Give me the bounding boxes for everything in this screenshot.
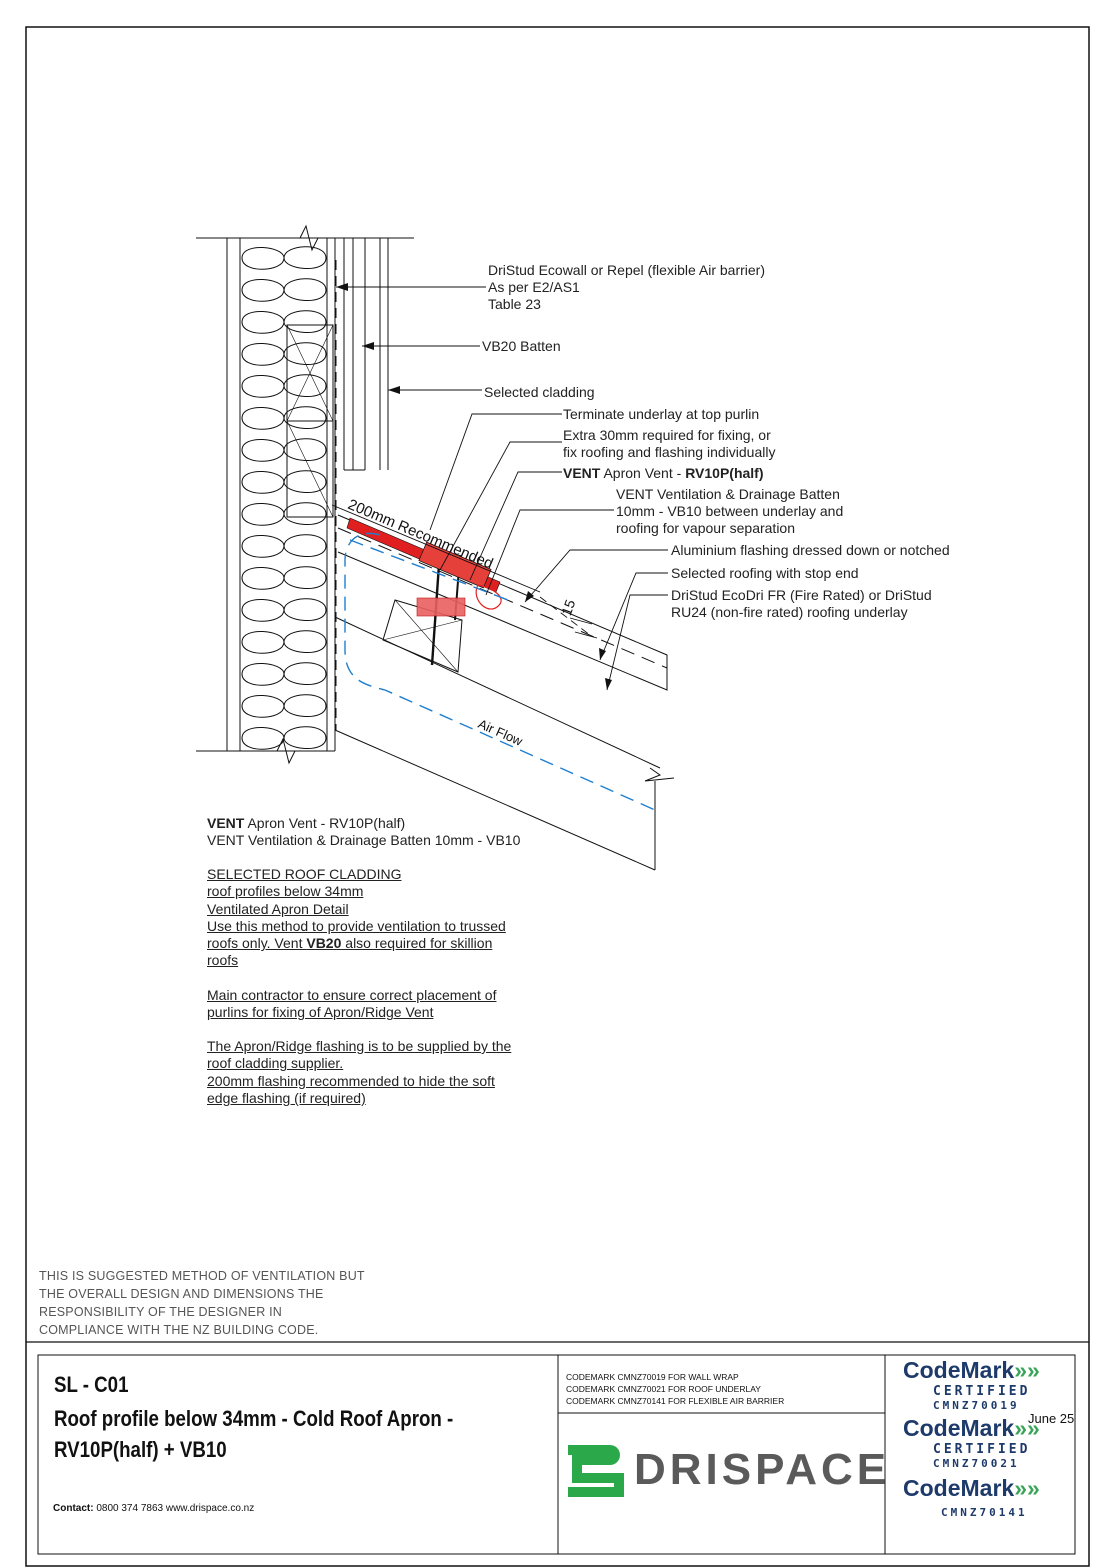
codemark-list bbox=[566, 1371, 784, 1407]
codemark-badge-1-certified: CERTIFIED bbox=[933, 1384, 1031, 1399]
callout-extra-fixing-line1: Extra 30mm required for fixing, or bbox=[563, 427, 771, 443]
sheet-title-line2: RV10P(half) + VB10 bbox=[54, 1437, 227, 1462]
codemark-badge-3-number: CMNZ70141 bbox=[941, 1506, 1028, 1519]
drispace-logo-icon bbox=[566, 1443, 628, 1499]
callout-air-barrier-line2: As per E2/AS1 bbox=[488, 279, 580, 295]
notes-cladding-line1: SELECTED ROOF CLADDING bbox=[207, 866, 402, 882]
contact-label: Contact: bbox=[53, 1503, 94, 1514]
codemark-line2: CODEMARK CMNZ70021 FOR ROOF UNDERLAY bbox=[566, 1384, 761, 1394]
codemark-chevrons-icon: »» bbox=[1014, 1357, 1040, 1383]
disclaimer-line4: COMPLIANCE WITH THE NZ BUILDING CODE. bbox=[39, 1323, 319, 1337]
notes-cladding-post: also required for skillion bbox=[341, 935, 493, 952]
codemark-badge-2-number: CMNZ70021 bbox=[933, 1457, 1020, 1470]
notes-vent-line2: VENT Ventilation & Drainage Batten 10mm - VB10 bbox=[207, 832, 521, 849]
callout-apron-vent-text: Apron Vent - bbox=[600, 465, 686, 481]
codemark-badge-1-number: CMNZ70019 bbox=[933, 1399, 1020, 1412]
disclaimer-line2: THE OVERALL DESIGN AND DIMENSIONS THE bbox=[39, 1287, 324, 1301]
callout-air-barrier-line1: DriStud Ecowall or Repel (flexible Air barrier) bbox=[488, 262, 765, 278]
notes-contractor-line2: purlins for fixing of Apron/Ridge Vent bbox=[207, 1004, 434, 1021]
notes-flashing-line1: The Apron/Ridge flashing is to be supplied by the bbox=[207, 1038, 512, 1054]
sheet-code: SL - C01 bbox=[54, 1372, 129, 1397]
callout-cladding: Selected cladding bbox=[484, 384, 595, 400]
notes-flashing-line2: roof cladding supplier. bbox=[207, 1055, 344, 1072]
airflow-label: Air Flow bbox=[475, 716, 525, 749]
codemark-badge-1 bbox=[903, 1357, 1073, 1412]
callout-terminate-underlay: Terminate underlay at top purlin bbox=[563, 406, 760, 422]
notes-vent-text: Apron Vent - RV10P(half) bbox=[244, 815, 406, 831]
callout-apron-vent-model: RV10P(half) bbox=[685, 465, 764, 481]
codemark-badge-2-certified: CERTIFIED bbox=[933, 1442, 1031, 1457]
notes-flashing-line4: edge flashing (if required) bbox=[207, 1089, 366, 1106]
callout-extra-fixing-line2: fix roofing and flashing individually bbox=[563, 444, 776, 460]
codemark-badge-3 bbox=[903, 1475, 1073, 1519]
callout-underlay-line2: RU24 (non-fire rated) roofing underlay bbox=[671, 604, 908, 620]
dimension-200mm: 200mm Recommended bbox=[345, 496, 496, 573]
callout-flashing: Aluminium flashing dressed down or notched bbox=[671, 542, 950, 558]
codemark-line3: CODEMARK CMNZ70141 FOR FLEXIBLE AIR BARRIER bbox=[566, 1396, 785, 1406]
sheet-title-line1: Roof profile below 34mm - Cold Roof Apron - bbox=[54, 1406, 454, 1431]
notes-cladding-line6: roofs bbox=[207, 952, 239, 969]
callout-vent-batten-line3: roofing for vapour separation bbox=[616, 520, 795, 536]
codemark-badge-2 bbox=[903, 1415, 1073, 1470]
contact-details: 0800 374 7863 www.drispace.co.nz bbox=[96, 1503, 255, 1514]
sheet-title bbox=[54, 1403, 453, 1465]
callout-vent-batten-line2: 10mm - VB10 between underlay and bbox=[616, 503, 844, 519]
notes-cladding-line2: roof profiles below 34mm bbox=[207, 883, 364, 900]
notes-flashing-line3: 200mm flashing recommended to hide the soft bbox=[207, 1072, 495, 1089]
disclaimer-line1: THIS IS SUGGESTED METHOD OF VENTILATION BUT bbox=[39, 1269, 365, 1283]
callout-apron-vent-brand: VENT bbox=[563, 465, 601, 481]
notes-vent-brand: VENT bbox=[207, 815, 245, 831]
codemark-chevrons-icon: »» bbox=[1014, 1415, 1040, 1441]
codemark-badge-3-name: CodeMark bbox=[903, 1475, 1015, 1501]
brand-name: DRISPACE bbox=[634, 1445, 891, 1494]
callout-batten: VB20 Batten bbox=[482, 338, 561, 354]
callout-roofing: Selected roofing with stop end bbox=[671, 565, 859, 581]
callout-air-barrier-line3: Table 23 bbox=[488, 296, 541, 312]
notes-cladding-line3: Ventilated Apron Detail bbox=[207, 900, 349, 917]
notes-contractor-line1: Main contractor to ensure correct placement of bbox=[207, 987, 497, 1003]
notes-cladding-pre: roofs only. Vent bbox=[207, 935, 307, 952]
codemark-badge-2-name: CodeMark bbox=[903, 1415, 1015, 1441]
callout-underlay-line1: DriStud EcoDri FR (Fire Rated) or DriStud bbox=[671, 587, 932, 603]
dimension-15: 15 bbox=[558, 597, 579, 618]
notes-cladding-line4: Use this method to provide ventilation to trussed bbox=[207, 917, 506, 934]
notes-cladding-vb20: VB20 bbox=[306, 935, 342, 952]
callout-vent-batten-line1: VENT Ventilation & Drainage Batten bbox=[616, 486, 840, 502]
codemark-line1: CODEMARK CMNZ70019 FOR WALL WRAP bbox=[566, 1372, 739, 1382]
contact bbox=[53, 1503, 254, 1514]
codemark-chevrons-icon: »» bbox=[1014, 1475, 1040, 1501]
revision-date: June 25 bbox=[1028, 1411, 1075, 1426]
disclaimer-line3: RESPONSIBILITY OF THE DESIGNER IN bbox=[39, 1305, 282, 1319]
codemark-badge-1-name: CodeMark bbox=[903, 1357, 1015, 1383]
